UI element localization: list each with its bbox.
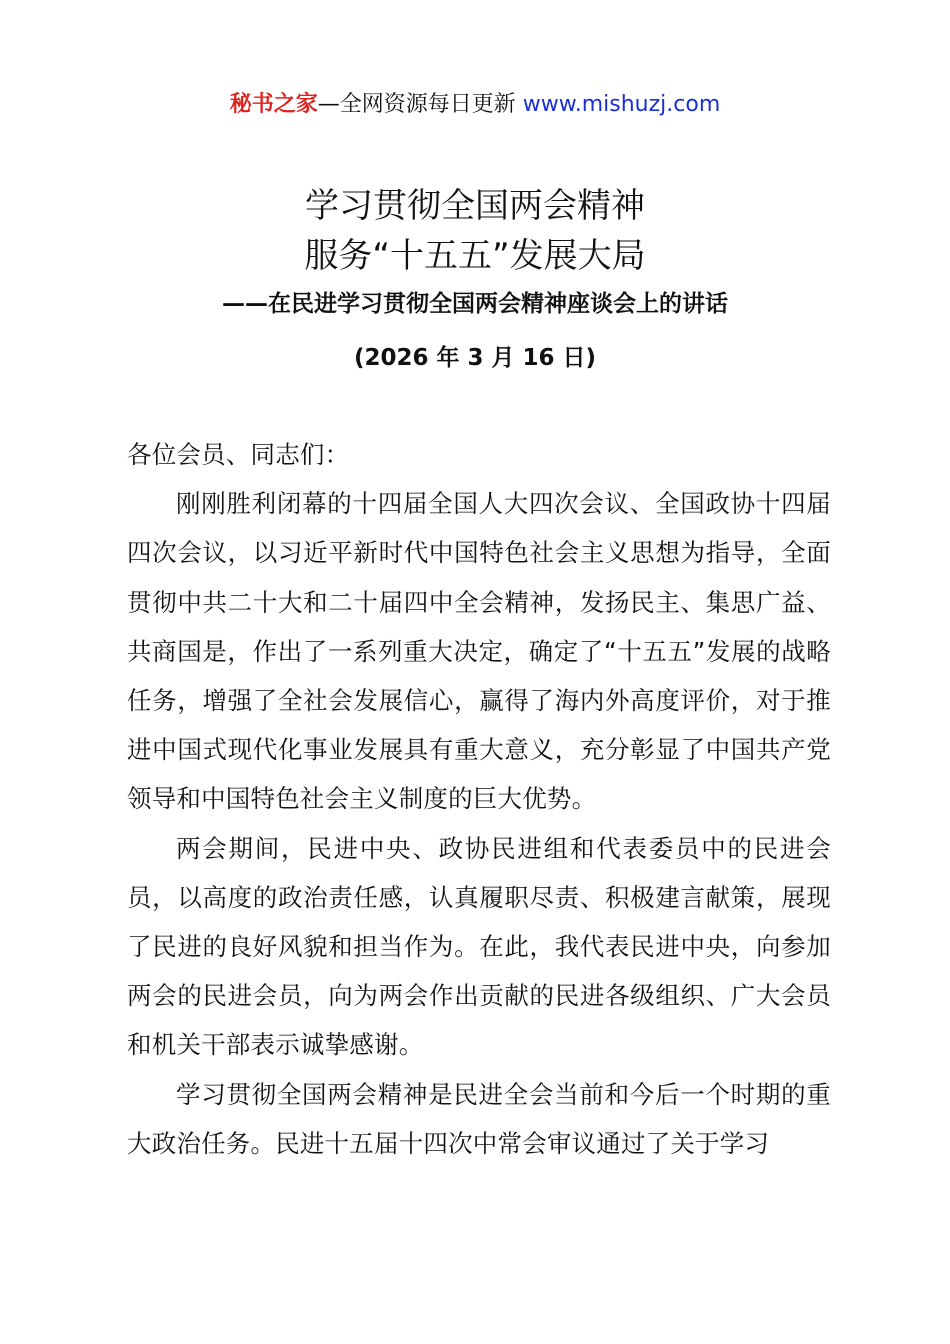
body-paragraph: 两会期间，民进中央、政协民进组和代表委员中的民进会员，以高度的政治责任感，认真履职尽责、积极建言献策，展现了民进的良好风貌和担当作为。在此，我代表民进中央，向参加两会的民进会员，向为两会作出贡献的民进各级组织、广大会员和机关干部表示诚挚感谢。 [127,833,831,1060]
greeting: 各位会员、同志们： [127,440,350,469]
document-date: (2026 年 3 月 16 日) [353,345,597,371]
body-paragraph: 学习贯彻全国两会精神是民进全会当前和今后一个时期的重大政治任务。民进十五届十四次中常会审议通过了关于学习 [127,1079,831,1158]
site-banner [0,88,950,122]
document-title-line1: 学习贯彻全国两会精神 [305,186,645,226]
banner-brand: 秘书之家 [229,92,318,117]
document-title-line2: 服务“十五五”发展大局 [304,236,646,276]
document-subtitle: ——在民进学习贯彻全国两会精神座谈会上的讲话 [222,291,728,317]
banner-tagline: —全网资源每日更新 [317,92,516,117]
banner-url-link[interactable]: www.mishuzj.com [522,92,721,117]
document-body [127,430,831,1168]
body-paragraph: 刚刚胜利闭幕的十四届全国人大四次会议、全国政协十四届四次会议，以习近平新时代中国特色社会主义思想为指导，全面贯彻中共二十大和二十届四中全会精神，发扬民主、集思广益、共商国是，作出了一系列重大决定，确定了“十五五”发展的战略任务，增强了全社会发展信心，赢得了海内外高度评价，对于推进中国式现代化事业发展具有重大意义，充分彰显了中国共产党领导和中国特色社会主义制度的巨大优势。 [127,489,831,814]
